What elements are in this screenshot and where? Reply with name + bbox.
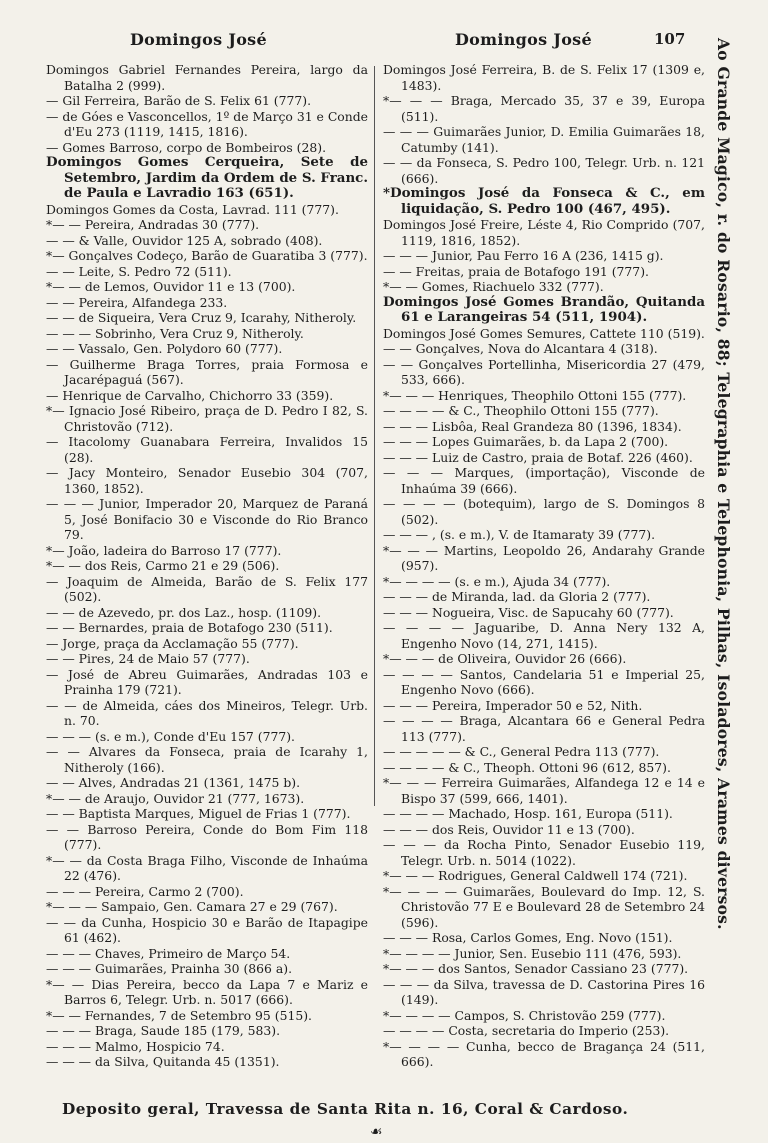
directory-entry: Domingos José Ferreira, B. de S. Felix 17 (1309 e, 1483). xyxy=(383,62,705,93)
directory-entry: *— — Gomes, Riachuelo 332 (777). xyxy=(383,279,604,294)
directory-entry: *— — da Costa Braga Filho, Visconde de Inhaúma 22 (476). xyxy=(46,852,368,883)
directory-entry: — — de Azevedo, pr. dos Laz., hosp. (1109). xyxy=(46,604,322,620)
ornament-icon: ☙ xyxy=(370,1124,383,1140)
directory-entry: *— — — dos Santos, Senador Cassiano 23 (777). xyxy=(383,961,689,976)
directory-entry: — — — — Jaguaribe, D. Anna Nery 132 A, Engenho Novo (14, 271, 1415). xyxy=(383,620,705,651)
directory-entry: — — Alves, Andradas 21 (1361, 1475 b). xyxy=(46,775,301,790)
directory-entry: — — — — Costa, secretaria do Imperio (253). xyxy=(383,1023,670,1038)
directory-entry: — — Pires, 24 de Maio 57 (777). xyxy=(46,651,250,666)
directory-entry: — — de Siqueira, Vera Cruz 9, Icarahy, Nitheroly. xyxy=(46,310,357,325)
directory-entry: Domingos José Gomes Brandão, Quitanda 61 e Larangeiras 54 (511, 1904). xyxy=(383,293,705,325)
directory-entry: — Itacolomy Guanabara Ferreira, Invalidos 15 (28). xyxy=(46,434,368,465)
directory-entry: — — — , (s. e m.), V. de Itamaraty 39 (777). xyxy=(383,527,656,542)
directory-entry: — Joaquim de Almeida, Barão de S. Felix 177 (502). xyxy=(46,573,368,604)
directory-entry: *— — — Braga, Mercado 35, 37 e 39, Europa (511). xyxy=(383,93,705,124)
page-number: 107 xyxy=(654,30,686,48)
directory-entry: — — Leite, S. Pedro 72 (511). xyxy=(46,263,232,279)
directory-entry: *Domingos José da Fonseca & C., em liquidação, S. Pedro 100 (467, 495). xyxy=(383,185,705,217)
directory-entry: — — Baptista Marques, Miguel de Frias 1 (777). xyxy=(46,806,351,821)
directory-entry: — — — — Machado, Hosp. 161, Europa (511). xyxy=(383,806,673,821)
directory-entry: Domingos Gomes da Costa, Lavrad. 111 (777). xyxy=(46,201,339,217)
directory-entry: — — — — Braga, Alcantara 66 e General Pedra 113 (777). xyxy=(383,713,705,744)
directory-entry: *— — — Martins, Leopoldo 26, Andarahy Grande (957). xyxy=(383,542,705,573)
directory-entry: — — — Junior, Imperador 20, Marquez de Paraná 5, José Bonifacio 30 e Visconde do Rio Branco 79. xyxy=(46,496,368,542)
directory-entry: — — — — Santos, Candelaria 51 e Imperial 25, Engenho Novo (666). xyxy=(383,666,705,697)
directory-entry: — — — Lisbôa, Real Grandeza 80 (1396, 1834). xyxy=(383,418,682,434)
directory-entry: *— — — Rodrigues, General Caldwell 174 (721). xyxy=(383,868,688,883)
directory-entry: — José de Abreu Guimarães, Andradas 103 e Prainha 179 (721). xyxy=(46,666,368,697)
directory-entry: — — — Junior, Pau Ferro 16 A (236, 1415 g). xyxy=(383,248,664,263)
directory-entry: — — — Marques, (importação), Visconde de Inhaúma 39 (666). xyxy=(383,465,705,496)
directory-entry: *— — — Sampaio, Gen. Camara 27 e 29 (767). xyxy=(46,899,338,914)
directory-entry: *— João, ladeira do Barroso 17 (777). xyxy=(46,542,282,558)
directory-entry: — — Gonçalves Portellinha, Misericordia 27 (479, 533, 666). xyxy=(383,356,705,387)
directory-entry: — — — da Silva, Quitanda 45 (1351). xyxy=(46,1054,280,1069)
directory-entry: — — Gonçalves, Nova do Alcantara 4 (318). xyxy=(383,341,658,356)
directory-entry: — — — Sobrinho, Vera Cruz 9, Nitheroly. xyxy=(46,325,304,341)
directory-entry: — — — Pereira, Carmo 2 (700). xyxy=(46,883,244,899)
directory-entry: Domingos Gabriel Fernandes Pereira, largo da Batalha 2 (999). xyxy=(46,62,368,93)
directory-entry: *— — Fernandes, 7 de Setembro 95 (515). xyxy=(46,1007,312,1023)
directory-entry: — — da Cunha, Hospicio 30 e Barão de Itapagipe 61 (462). xyxy=(46,914,368,945)
directory-entry: *— Ignacio José Ribeiro, praça de D. Pedro I 82, S. Christovão (712). xyxy=(46,403,368,434)
directory-entry: — — — Malmo, Hospicio 74. xyxy=(46,1038,225,1054)
directory-entry: — — — Pereira, Imperador 50 e 52, Nith. xyxy=(383,697,643,713)
directory-entry: — — — — & C., Theophilo Ottoni 155 (777). xyxy=(383,403,659,418)
directory-entry: — — da Fonseca, S. Pedro 100, Telegr. Urb. n. 121 (666). xyxy=(383,155,705,186)
directory-entry: — de Góes e Vasconcellos, 1º de Março 31 e Conde d'Eu 273 (1119, 1415, 1816). xyxy=(46,108,368,139)
directory-entry: *— — — de Oliveira, Ouvidor 26 (666). xyxy=(383,651,627,666)
column-divider xyxy=(374,66,375,806)
directory-entry: *— — — — Cunha, becco de Bragança 24 (511, 666). xyxy=(383,1038,705,1069)
directory-entry: — Jacy Monteiro, Senador Eusebio 304 (707, 1360, 1852). xyxy=(46,465,368,496)
directory-entry: *— — de Lemos, Ouvidor 11 e 13 (700). xyxy=(46,279,296,294)
directory-entry: — — — — (botequim), largo de S. Domingos 8 (502). xyxy=(383,496,705,527)
directory-entry: Domingos José Gomes Semures, Cattete 110 (519). xyxy=(383,325,705,341)
directory-entry: — Guilherme Braga Torres, praia Formosa e Jacarépaguá (567). xyxy=(46,356,368,387)
directory-entry: *— Gonçalves Codeço, Barão de Guaratiba 3 (777). xyxy=(46,248,368,263)
directory-entry: *— — — — Campos, S. Christovão 259 (777). xyxy=(383,1007,666,1023)
directory-entry: *— — — — (s. e m.), Ajuda 34 (777). xyxy=(383,573,611,589)
directory-entry: — — Alvares da Fonseca, praia de Icarahy 1, Nitheroly (166). xyxy=(46,744,368,775)
directory-entry: — — Vassalo, Gen. Polydoro 60 (777). xyxy=(46,341,283,356)
directory-entry: — — Freitas, praia de Botafogo 191 (777). xyxy=(383,263,649,279)
directory-entry: — — — (s. e m.), Conde d'Eu 157 (777). xyxy=(46,728,295,744)
directory-entry: — — — Nogueira, Visc. de Sapucahy 60 (777). xyxy=(383,604,674,620)
footer-advertisement: Deposito geral, Travessa de Santa Rita n. 16, Coral & Cardoso. xyxy=(62,1100,629,1118)
directory-entry: — — — de Miranda, lad. da Gloria 2 (777). xyxy=(383,589,651,604)
directory-entry: — — Barroso Pereira, Conde do Bom Fim 118 (777). xyxy=(46,821,368,852)
directory-entry: *— — — — Junior, Sen. Eusebio 111 (476, 593). xyxy=(383,945,682,961)
directory-entry: *— — Dias Pereira, becco da Lapa 7 e Mariz e Barros 6, Telegr. Urb. n. 5017 (666). xyxy=(46,976,368,1007)
running-header-right: Domingos José xyxy=(455,30,592,49)
directory-entry: *— — — Ferreira Guimarães, Alfandega 12 e 14 e Bispo 37 (599, 666, 1401). xyxy=(383,775,705,806)
directory-entry: *— — Pereira, Andradas 30 (777). xyxy=(46,217,260,232)
directory-entry: — — Bernardes, praia de Botafogo 230 (511). xyxy=(46,620,333,635)
directory-entry: — — de Almeida, cáes dos Mineiros, Telegr. Urb. n. 70. xyxy=(46,697,368,728)
directory-entry: — — — Guimarães, Prainha 30 (866 a). xyxy=(46,961,293,976)
directory-entry: — — — dos Reis, Ouvidor 11 e 13 (700). xyxy=(383,821,635,837)
directory-entry: Domingos José Freire, Léste 4, Rio Comprido (707, 1119, 1816, 1852). xyxy=(383,217,705,248)
directory-entry: — — — Luiz de Castro, praia de Botaf. 226 (460). xyxy=(383,449,693,465)
directory-entry: — — — Braga, Saude 185 (179, 583). xyxy=(46,1023,281,1038)
right-column xyxy=(383,62,705,1070)
directory-entry: — — — Lopes Guimarães, b. da Lapa 2 (700). xyxy=(383,434,669,449)
directory-entry: *— — dos Reis, Carmo 21 e 29 (506). xyxy=(46,558,280,573)
directory-entry: — Henrique de Carvalho, Chichorro 33 (359). xyxy=(46,387,334,403)
directory-entry: *— — de Araujo, Ouvidor 21 (777, 1673). xyxy=(46,790,305,806)
directory-entry: — Gil Ferreira, Barão de S. Felix 61 (777). xyxy=(46,93,312,108)
running-header-left: Domingos José xyxy=(130,30,267,49)
directory-entry: — — — Rosa, Carlos Gomes, Eng. Novo (151). xyxy=(383,930,673,945)
directory-entry: — — — da Rocha Pinto, Senador Eusebio 119, Telegr. Urb. n. 5014 (1022). xyxy=(383,837,705,868)
directory-entry: *— — — Henriques, Theophilo Ottoni 155 (777). xyxy=(383,387,687,403)
directory-entry: *— — — — Guimarães, Boulevard do Imp. 12, S. Christovão 77 E e Boulevard 28 de Setembro 24 (596). xyxy=(383,883,705,930)
directory-entry: — Jorge, praça da Acclamação 55 (777). xyxy=(46,635,299,651)
directory-entry: — — — Chaves, Primeiro de Março 54. xyxy=(46,945,291,961)
directory-entry: — — — — & C., Theoph. Ottoni 96 (612, 857). xyxy=(383,759,671,775)
directory-entry: — — — Guimarães Junior, D. Emilia Guimarães 18, Catumby (141). xyxy=(383,124,705,155)
side-advertisement: Ao Grande Magico, r. do Rosario, 88; Telegraphia e Telephonia, Pilhas, Isoladores, Arames diversos. xyxy=(714,38,733,930)
directory-entry: — — Pereira, Alfandega 233. xyxy=(46,294,228,310)
directory-entry: — — — — — & C., General Pedra 113 (777). xyxy=(383,744,660,759)
directory-entry: — Gomes Barroso, corpo de Bombeiros (28). xyxy=(46,139,327,155)
directory-entry: Domingos Gomes Cerqueira, Sete de Setembro, Jardim da Ordem de S. Franc. de Paula e Lavradio 163 (651). xyxy=(46,154,368,201)
directory-entry: — — & Valle, Ouvidor 125 A, sobrado (408). xyxy=(46,232,323,248)
directory-entry: — — — da Silva, travessa de D. Castorina Pires 16 (149). xyxy=(383,976,705,1007)
left-column xyxy=(46,62,368,1070)
